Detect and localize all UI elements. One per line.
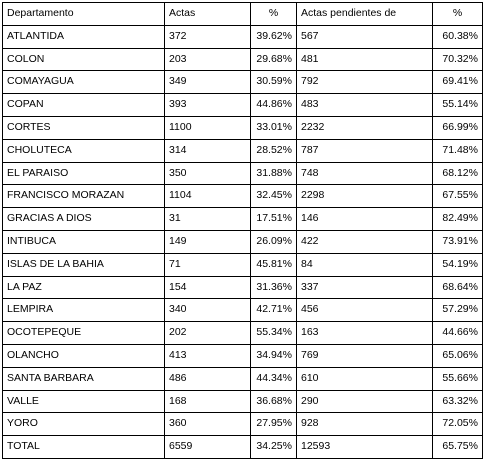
header-actas-pendientes: Actas pendientes de: [297, 3, 433, 26]
cell-percent-pendientes: 65.06%: [433, 344, 483, 367]
cell-percent-actas: 44.86%: [251, 94, 297, 117]
cell-actas: 350: [165, 162, 251, 185]
table-row: [3, 367, 483, 390]
cell-departamento: GRACIAS A DIOS: [3, 208, 165, 231]
table-row: [3, 48, 483, 71]
cell-actas-pendientes: 337: [297, 276, 433, 299]
cell-actas: 202: [165, 322, 251, 345]
cell-actas: 349: [165, 71, 251, 94]
cell-actas: 1104: [165, 185, 251, 208]
cell-percent-actas: 31.36%: [251, 276, 297, 299]
cell-percent-actas: 29.68%: [251, 48, 297, 71]
table-row: [3, 25, 483, 48]
cell-percent-pendientes: 55.14%: [433, 94, 483, 117]
cell-percent-pendientes: 69.41%: [433, 71, 483, 94]
cell-percent-actas: 45.81%: [251, 253, 297, 276]
table-row: [3, 299, 483, 322]
table-row: [3, 116, 483, 139]
cell-percent-actas: 36.68%: [251, 390, 297, 413]
cell-percent-actas: 34.25%: [251, 436, 297, 459]
cell-percent-actas: 44.34%: [251, 367, 297, 390]
cell-departamento: EL PARAISO: [3, 162, 165, 185]
cell-actas: 372: [165, 25, 251, 48]
cell-actas: 340: [165, 299, 251, 322]
cell-percent-actas: 26.09%: [251, 230, 297, 253]
cell-percent-pendientes: 70.32%: [433, 48, 483, 71]
cell-percent-pendientes: 44.66%: [433, 322, 483, 345]
table-row: [3, 413, 483, 436]
cell-percent-actas: 55.34%: [251, 322, 297, 345]
cell-actas: 314: [165, 139, 251, 162]
cell-departamento: COPAN: [3, 94, 165, 117]
cell-percent-pendientes: 71.48%: [433, 139, 483, 162]
cell-departamento: FRANCISCO MORAZAN: [3, 185, 165, 208]
cell-percent-pendientes: 82.49%: [433, 208, 483, 231]
table-row: [3, 208, 483, 231]
cell-actas-pendientes: 2232: [297, 116, 433, 139]
cell-departamento: LEMPIRA: [3, 299, 165, 322]
cell-departamento: YORO: [3, 413, 165, 436]
cell-percent-actas: 28.52%: [251, 139, 297, 162]
cell-percent-pendientes: 68.64%: [433, 276, 483, 299]
cell-actas-pendientes: 146: [297, 208, 433, 231]
cell-percent-actas: 27.95%: [251, 413, 297, 436]
cell-actas-pendientes: 422: [297, 230, 433, 253]
cell-actas-pendientes: 84: [297, 253, 433, 276]
cell-departamento: TOTAL: [3, 436, 165, 459]
cell-percent-pendientes: 65.75%: [433, 436, 483, 459]
cell-percent-pendientes: 57.29%: [433, 299, 483, 322]
cell-departamento: LA PAZ: [3, 276, 165, 299]
header-actas: Actas: [165, 3, 251, 26]
cell-percent-pendientes: 55.66%: [433, 367, 483, 390]
cell-actas-pendientes: 787: [297, 139, 433, 162]
cell-actas: 203: [165, 48, 251, 71]
cell-departamento: OCOTEPEQUE: [3, 322, 165, 345]
cell-actas: 486: [165, 367, 251, 390]
cell-percent-pendientes: 72.05%: [433, 413, 483, 436]
cell-departamento: OLANCHO: [3, 344, 165, 367]
cell-actas-pendientes: 12593: [297, 436, 433, 459]
cell-actas: 71: [165, 253, 251, 276]
table-row: [3, 139, 483, 162]
cell-actas-pendientes: 290: [297, 390, 433, 413]
cell-departamento: COMAYAGUA: [3, 71, 165, 94]
cell-percent-pendientes: 66.99%: [433, 116, 483, 139]
cell-percent-pendientes: 54.19%: [433, 253, 483, 276]
cell-actas-pendientes: 456: [297, 299, 433, 322]
header-row: [3, 3, 483, 26]
cell-departamento: ISLAS DE LA BAHIA: [3, 253, 165, 276]
table-row: [3, 162, 483, 185]
cell-percent-pendientes: 63.32%: [433, 390, 483, 413]
table-body: [3, 25, 483, 458]
actas-table: [2, 2, 483, 459]
cell-actas-pendientes: 567: [297, 25, 433, 48]
cell-percent-actas: 42.71%: [251, 299, 297, 322]
cell-actas-pendientes: 2298: [297, 185, 433, 208]
table-row: [3, 253, 483, 276]
cell-percent-pendientes: 68.12%: [433, 162, 483, 185]
cell-departamento: CORTES: [3, 116, 165, 139]
cell-percent-pendientes: 60.38%: [433, 25, 483, 48]
cell-actas: 149: [165, 230, 251, 253]
cell-actas: 1100: [165, 116, 251, 139]
cell-actas: 31: [165, 208, 251, 231]
header-departamento: Departamento: [3, 3, 165, 26]
cell-percent-actas: 31.88%: [251, 162, 297, 185]
table-row: [3, 230, 483, 253]
cell-percent-actas: 30.59%: [251, 71, 297, 94]
table-row: [3, 94, 483, 117]
header-percent-actas: %: [251, 3, 297, 26]
cell-departamento: COLON: [3, 48, 165, 71]
cell-actas: 6559: [165, 436, 251, 459]
cell-percent-actas: 17.51%: [251, 208, 297, 231]
cell-percent-pendientes: 67.55%: [433, 185, 483, 208]
cell-actas: 168: [165, 390, 251, 413]
cell-departamento: VALLE: [3, 390, 165, 413]
header-percent-pendientes: %: [433, 3, 483, 26]
cell-actas-pendientes: 483: [297, 94, 433, 117]
cell-actas-pendientes: 928: [297, 413, 433, 436]
cell-departamento: SANTA BARBARA: [3, 367, 165, 390]
cell-actas-pendientes: 481: [297, 48, 433, 71]
cell-percent-actas: 32.45%: [251, 185, 297, 208]
table-row: [3, 276, 483, 299]
cell-actas: 360: [165, 413, 251, 436]
cell-percent-actas: 39.62%: [251, 25, 297, 48]
cell-percent-actas: 34.94%: [251, 344, 297, 367]
table-row: [3, 185, 483, 208]
cell-actas: 154: [165, 276, 251, 299]
cell-departamento: CHOLUTECA: [3, 139, 165, 162]
cell-percent-pendientes: 73.91%: [433, 230, 483, 253]
cell-actas: 393: [165, 94, 251, 117]
cell-departamento: INTIBUCA: [3, 230, 165, 253]
cell-actas-pendientes: 610: [297, 367, 433, 390]
cell-actas-pendientes: 769: [297, 344, 433, 367]
cell-actas-pendientes: 163: [297, 322, 433, 345]
cell-actas-pendientes: 792: [297, 71, 433, 94]
table-row: [3, 322, 483, 345]
table-row: [3, 71, 483, 94]
table-row: [3, 390, 483, 413]
table-row: [3, 344, 483, 367]
cell-percent-actas: 33.01%: [251, 116, 297, 139]
total-row: [3, 436, 483, 459]
cell-actas: 413: [165, 344, 251, 367]
cell-departamento: ATLANTIDA: [3, 25, 165, 48]
cell-actas-pendientes: 748: [297, 162, 433, 185]
